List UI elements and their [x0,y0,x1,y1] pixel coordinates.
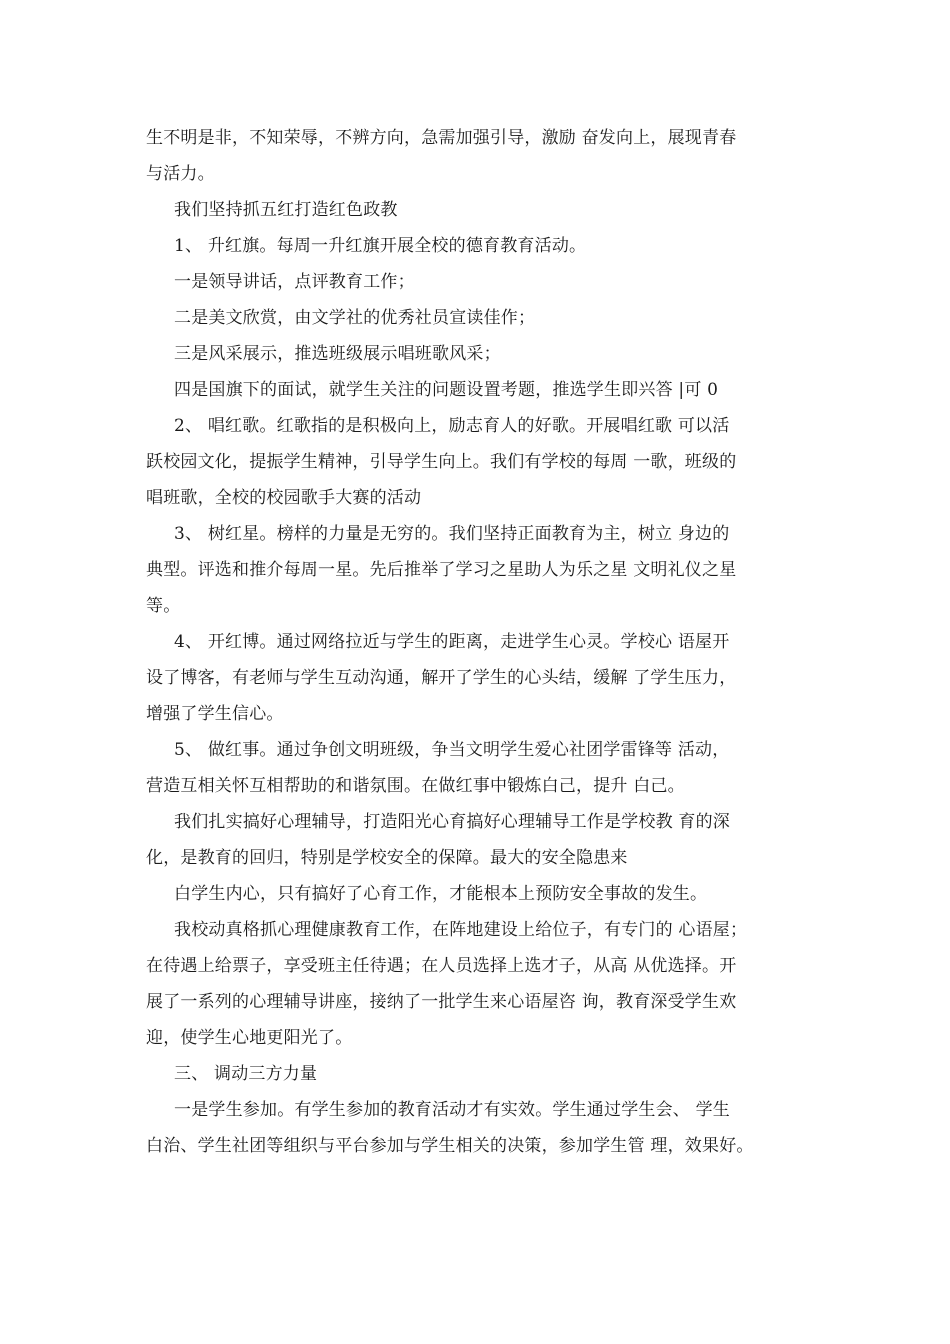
text-line: 在待遇上给票子，享受班主任待遇；在人员选择上选才子，从高 从优选择。开 [146,956,737,976]
text-line: 1、 升红旗。每周一升红旗开展全校的德育教育活动。 [174,236,587,256]
text-line: 化，是教育的回归，特别是学校安全的保障。最大的安全隐患来 [146,848,628,868]
text-line: 一是学生参加。有学生参加的教育活动才有实效。学生通过学生会、 学生 [174,1100,731,1120]
text-line: 与活力。 [146,164,215,184]
text-line: 3、 树红星。榜样的力量是无穷的。我们坚持正面教育为主，树立 身边的 [174,524,730,544]
text-line: 白治、学生社团等组织与平台参加与学生相关的决策，参加学生管 理，效果好。 [146,1136,754,1156]
text-line: 白学生内心，只有搞好了心育工作，才能根本上预防安全事故的发生。 [174,884,708,904]
text-line: 四是国旗下的面试，就学生关注的问题设置考题，推选学生即兴答 |可 0 [174,380,719,400]
text-line: 我们坚持抓五红打造红色政教 [174,200,398,220]
text-line: 营造互相关怀互相帮助的和谐氛围。在做红事中锻炼白己，提升 白己。 [146,776,685,796]
text-line: 三、 调动三方力量 [174,1064,318,1084]
text-line: 等。 [146,596,181,616]
text-line: 典型。评选和推介每周一星。先后推举了学习之星助人为乐之星 文明礼仪之星 [146,560,737,580]
text-line: 唱班歌，全校的校园歌手大赛的活动 [146,488,422,508]
text-line: 4、 开红博。通过网络拉近与学生的距离，走进学生心灵。学校心 语屋开 [174,632,730,652]
text-line: 我校动真格抓心理健康教育工作，在阵地建设上给位子，有专门的 心语屋； [174,920,748,940]
text-line: 设了博客，有老师与学生互动沟通，解开了学生的心头结，缓解 了学生压力， [146,668,737,688]
text-line: 跃校园文化，提振学生精神，引导学生向上。我们有学校的每周 一歌，班级的 [146,452,737,472]
text-line: 5、 做红事。通过争创文明班级，争当文明学生爱心社团学雷锋等 活动， [174,740,730,760]
text-line: 二是美文欣赏，由文学社的优秀社员宣读佳作； [174,308,536,328]
document-body [146,120,826,1164]
text-line: 三是风采展示，推选班级展示唱班歌风采； [174,344,501,364]
text-line: 迎，使学生心地更阳光了。 [146,1028,353,1048]
text-line: 我们扎实搞好心理辅导，打造阳光心育搞好心理辅导工作是学校教 育的深 [174,812,731,832]
text-line: 展了一系列的心理辅导讲座，接纳了一批学生来心语屋咨 询，教育深受学生欢 [146,992,737,1012]
text-line: 增强了学生信心。 [146,704,284,724]
text-line: 一是领导讲话，点评教育工作； [174,272,415,292]
text-line: 生不明是非，不知荣辱，不辨方向，急需加强引导，激励 奋发向上，展现青春 [146,128,737,148]
text-line: 2、 唱红歌。红歌指的是积极向上，励志育人的好歌。开展唱红歌 可以活 [174,416,730,436]
